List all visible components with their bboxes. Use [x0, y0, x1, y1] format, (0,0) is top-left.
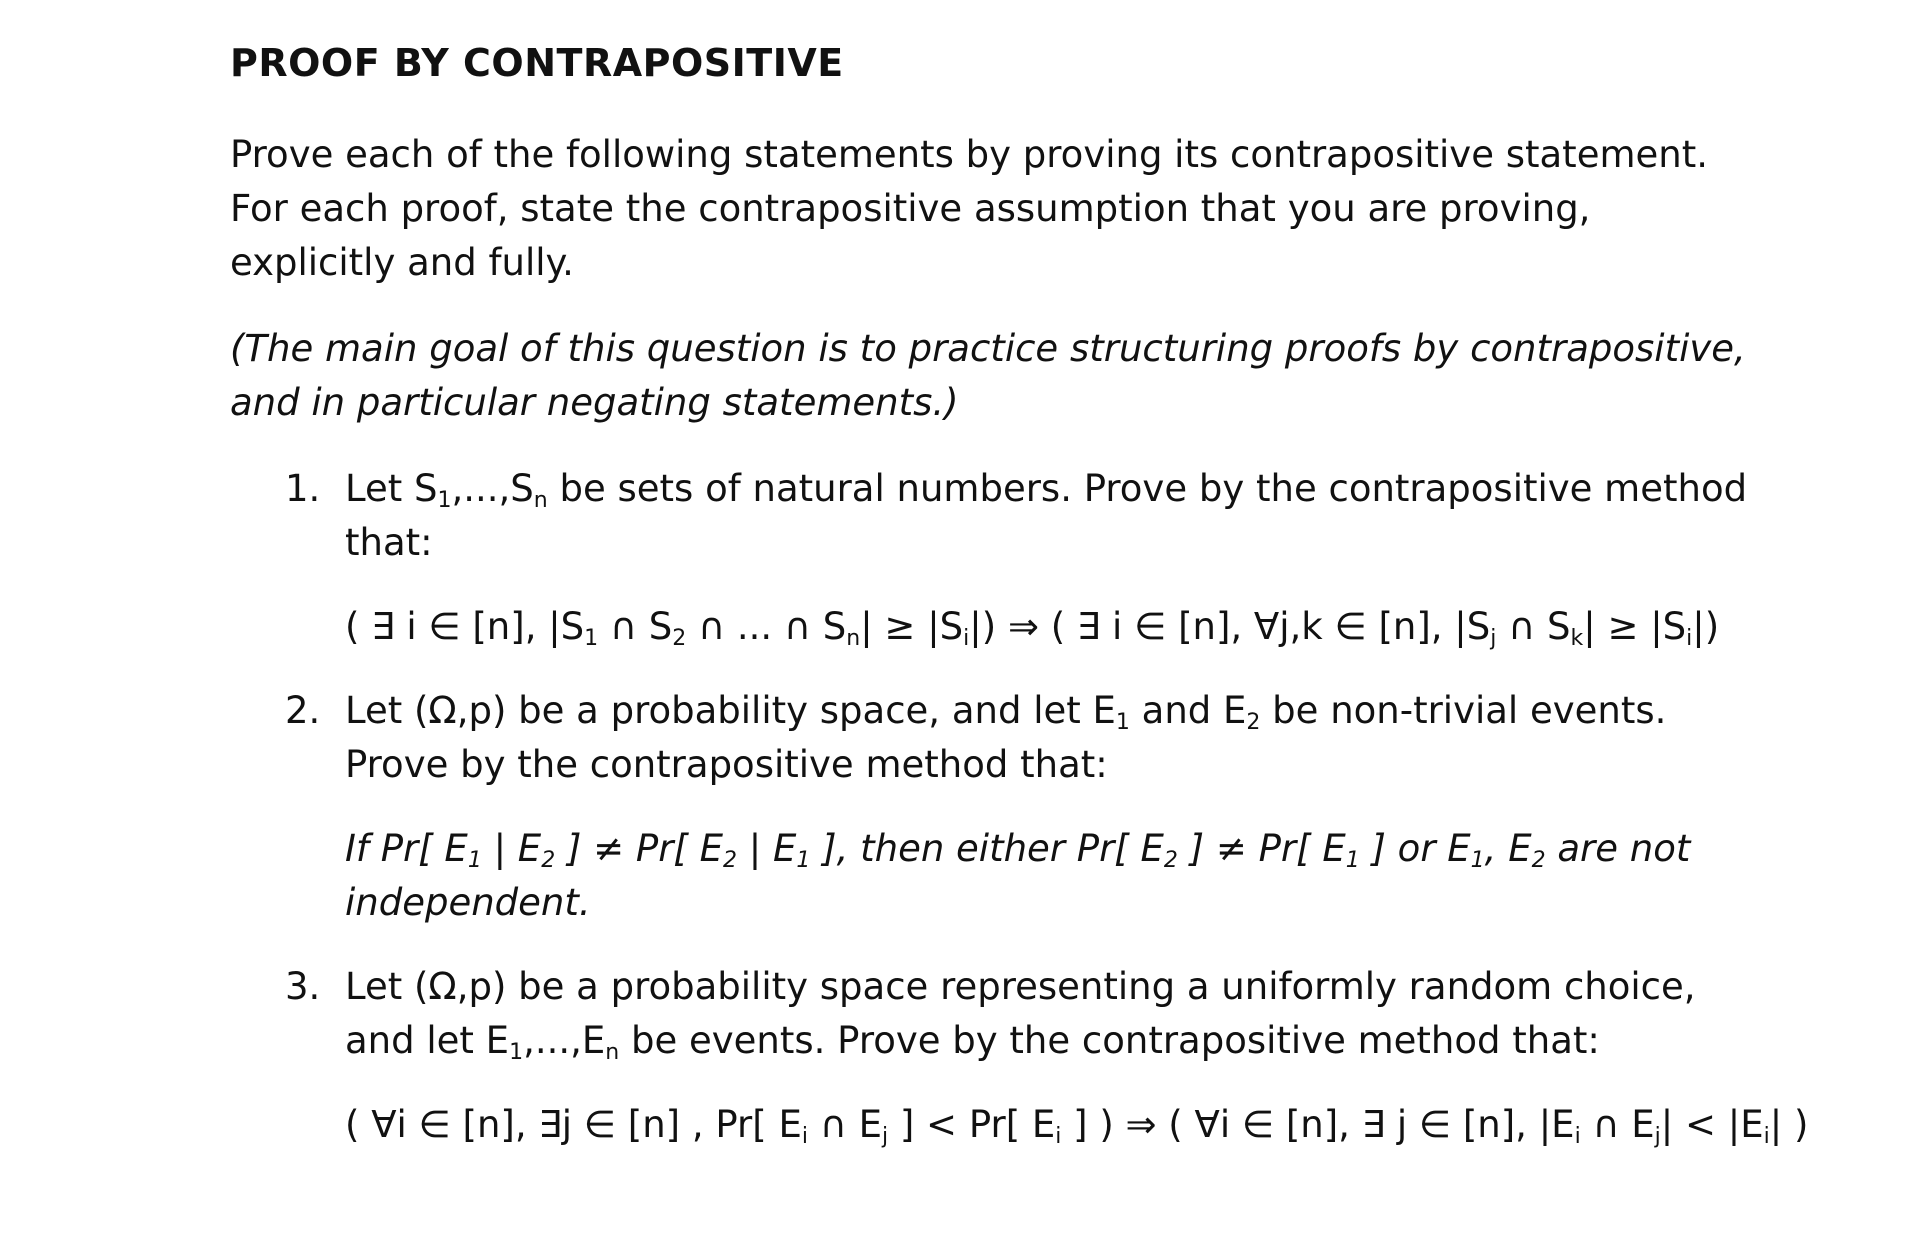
problem-statement: Let $S_1,...,S_n$ be sets of natural numbers. Prove by the contrapositive method that:	[345, 467, 1748, 564]
problem-statement: Let (Ω,p) be a probability space, and let $E_1$ and $E_2$ be non-trivial events. Prove by the contrapositive method that:	[345, 689, 1667, 786]
problem-formula: ( ∀i ∈ [n], ∃j ∈ [n] , Pr[ $E_i$ ∩ $E_j$ ] < Pr[ $E_i$ ] ) ⇒ ( ∀i ∈ [n], ∃ j ∈ [n], $|E_i$ ∩ $E_j| < |E_i|$ )	[345, 1103, 1809, 1149]
note-paragraph: (The main goal of this question is to practice structuring proofs by contrapositive, and in particular negating statements.)	[230, 327, 1746, 424]
problem-item-1	[230, 462, 1750, 654]
problem-number: 2.	[285, 689, 321, 732]
problem-item-3	[230, 960, 1809, 1152]
problem-formula: If Pr[ $E_1$ | $E_2$ ] ≠ Pr[ $E_2$ | $E_1$ ], then either Pr[ $E_2$ ] ≠ Pr[ $E_1$ ] or $E_1$, $E_2$ are not independent.	[345, 827, 1691, 924]
page-title: PROOF BY CONTRAPOSITIVE	[230, 41, 844, 85]
problem-item-2	[230, 684, 1750, 930]
problem-list	[230, 462, 1809, 1152]
intro-paragraph: Prove each of the following statements by proving its contrapositive statement. For each proof, state the contrapositive assumption that you are proving, explicitly and fully.	[230, 133, 1708, 284]
document	[230, 38, 1809, 1182]
problem-statement: Let (Ω,p) be a probability space representing a uniformly random choice, and let $E_1,...,E_n$ be events. Prove by the contrapositive method that:	[345, 965, 1696, 1065]
problem-number: 1.	[285, 467, 321, 510]
problem-formula: ( ∃ i ∈ [n], $|S_1$ ∩ $S_2$ ∩ ... ∩ $S_n| \ge |S_i|$) ⇒ ( ∃ i ∈ [n], ∀j,k ∈ [n], $|S_j$ ∩ $S_k| \ge |S_i|$)	[345, 605, 1720, 651]
problem-number: 3.	[285, 965, 321, 1008]
